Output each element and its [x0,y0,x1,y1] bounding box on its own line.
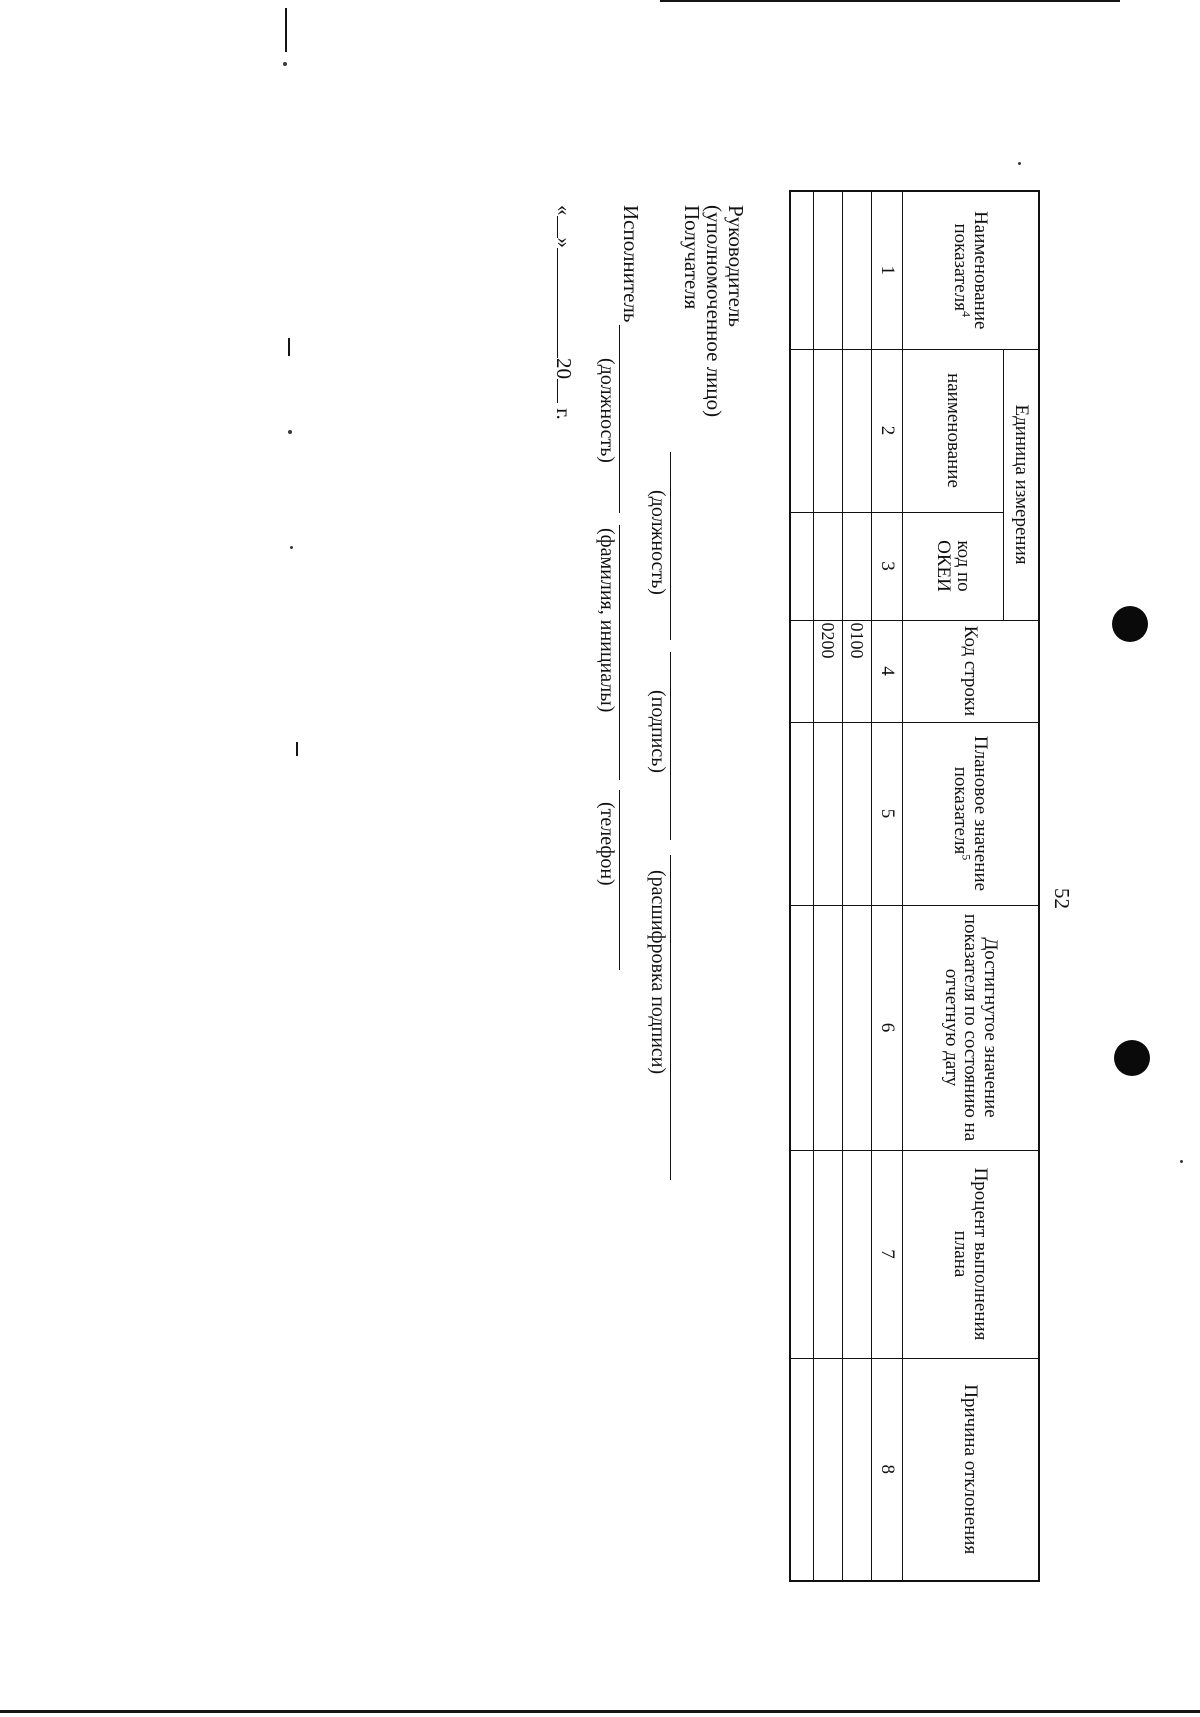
cell-planned[interactable] [814,722,843,905]
scan-speck [1180,1160,1183,1163]
date-open-quote: « [552,205,576,216]
head-signature-caption: (подпись) [647,690,669,774]
cell-planned[interactable] [790,722,814,905]
column-number: 8 [872,1358,903,1581]
table-row [790,191,814,1581]
scan-speck [288,430,292,434]
head-label-line-1: Руководитель [724,205,748,327]
column-number: 7 [872,1150,903,1358]
executor-phone-line [619,790,620,970]
cell-reason[interactable] [790,1358,814,1581]
head-signature-line [670,652,671,840]
column-number: 1 [872,191,903,349]
head-decoding-line [670,855,671,1180]
scan-speck [290,546,293,549]
cell-achieved[interactable] [814,905,843,1150]
header-plan-percent: Процент выполнения плана [903,1150,1040,1358]
cell-percent[interactable] [814,1150,843,1358]
cell-planned[interactable] [843,722,872,905]
executor-name-line [619,525,620,780]
date-year-suffix: г. [552,408,576,420]
cell-indicator[interactable] [814,191,843,349]
cell-unit-code[interactable] [814,512,843,620]
executor-position-line [619,325,620,513]
rotated-form [520,190,1040,1620]
column-number: 4 [872,620,903,722]
scan-mark-left [296,742,298,756]
executor-label: Исполнитель [619,205,643,323]
header-unit-name: наименование [903,349,1004,512]
cell-achieved[interactable] [790,905,814,1150]
column-number-row [872,191,903,1581]
column-number: 5 [872,722,903,905]
cell-row-code [790,620,814,722]
cell-indicator[interactable] [790,191,814,349]
cell-reason[interactable] [843,1358,872,1581]
header-row-code: Код строки [903,620,1040,722]
page-number: 52 [1050,888,1074,909]
cell-unit-code[interactable] [790,512,814,620]
table-row [843,191,872,1581]
cell-achieved[interactable] [843,905,872,1150]
header-unit-group: Единица измерения [1004,349,1040,620]
report-table [789,190,1040,1582]
column-number: 2 [872,349,903,512]
header-deviation-reason: Причина отклонения [903,1358,1040,1581]
cell-indicator[interactable] [843,191,872,349]
scan-mark-left [288,338,290,356]
head-decoding-caption: (расшифровка подписи) [647,870,669,1075]
head-position-caption: (должность) [647,490,669,595]
executor-phone-caption: (телефон) [596,802,618,886]
hole-punch-mark [1114,1040,1150,1076]
cell-percent[interactable] [790,1150,814,1358]
scan-mark-left [285,8,287,52]
cell-percent[interactable] [843,1150,872,1358]
scan-edge-top [660,0,1120,2]
executor-position-caption: (должность) [596,358,618,463]
cell-row-code: 0100 [843,620,872,722]
column-number: 6 [872,905,903,1150]
cell-unit-name[interactable] [843,349,872,512]
head-label-line-3: Получателя [679,205,704,310]
head-position-line [670,452,671,640]
header-planned-value: Плановое значение показателя$^5$ [903,722,1040,905]
executor-name-caption: (фамилия, инициалы) [596,528,618,713]
date-year-prefix: 20 [552,358,576,379]
header-achieved-value: Достигнутое значение показателя по состоянию на отчетную дату [903,905,1040,1150]
date-close-quote: » [552,237,576,248]
header-unit-okei-code: код по ОКЕИ [903,512,1004,620]
cell-unit-name[interactable] [790,349,814,512]
date-line [553,205,575,420]
scan-speck [283,62,287,66]
header-indicator-name: Наименование показателя$^4$ [903,191,1040,349]
column-number: 3 [872,512,903,620]
cell-reason[interactable] [814,1358,843,1581]
table-row [814,191,843,1581]
scan-speck [1018,162,1021,165]
head-label-line-2: (уполномоченное лицо) [701,205,726,418]
hole-punch-mark [1112,606,1148,642]
cell-unit-name[interactable] [814,349,843,512]
cell-unit-code[interactable] [843,512,872,620]
cell-row-code: 0200 [814,620,843,722]
scan-edge-bottom [0,1710,1200,1713]
head-label [681,205,747,417]
